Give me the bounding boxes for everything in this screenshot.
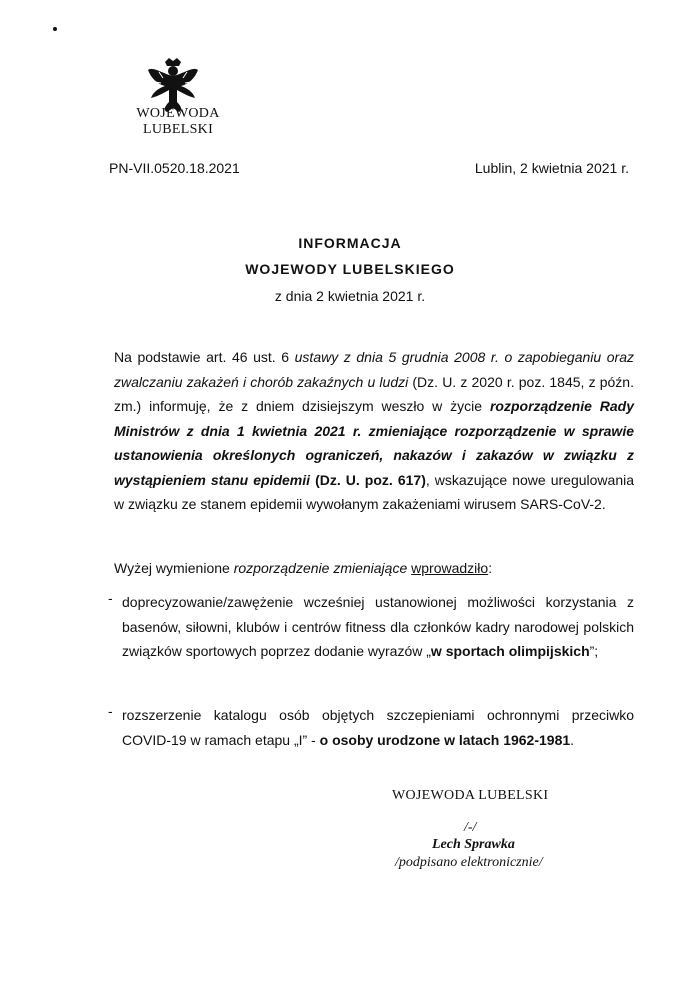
list-item: rozszerzenie katalogu osób objętych szczepieniami ochronnymi przeciwko COVID-19 w ramach etapu „I” - o osoby urodzone w latach 1962-1981. [122, 707, 634, 748]
document-subtitle: WOJEWODY LUBELSKIEGO [245, 261, 455, 277]
body-paragraph-1: Na podstawie art. 46 ust. 6 ustawy z dnia 5 grudnia 2008 r. o zapobieganiu oraz zwalczaniu zakażeń i chorób zakaźnych u ludzi (Dz. U. z 2020 r. poz. 1845, z późn. zm.) informuję, że z dniem dzisiejszym weszło w życie rozporządzenie Rady Ministrów z dnia 1 kwietnia 2021 r. zmieniające rozporządzenie w sprawie ustanowienia określonych ograniczeń, nakazów i zakazów w związku z wystąpieniem stanu epidemii (Dz. U. poz. 617), wskazujące nowe uregulowania w związku ze stanem epidemii wywołanym zakażeniami wirusem SARS-CoV-2. [114, 349, 634, 512]
list-item: doprecyzowanie/zawężenie wcześniej ustanowionej możliwości korzystania z basenów, siłowni, klubów i centrów fitness dla członków kadry narodowej polskich związków sportowych poprzez dodanie wyrazów „w sportach olimpijskich”; [122, 594, 634, 659]
bullet-marker: - [108, 703, 113, 719]
signature-mark: /-/ [464, 820, 477, 835]
scan-dot [53, 27, 57, 31]
signatory-authority: WOJEWODA LUBELSKI [392, 788, 549, 803]
place-and-date: Lublin, 2 kwietnia 2021 r. [474, 160, 629, 176]
act-reference: ustawy z dnia 5 grudnia 2008 r. o zapobieganiu oraz zwalczaniu zakażeń i chorób zakaźnych u ludzi [114, 349, 634, 390]
document-title: INFORMACJA [298, 235, 402, 251]
signature-note: /podpisano elektronicznie/ [395, 855, 543, 870]
bullet-marker: - [108, 590, 113, 606]
journal-reference: (Dz. U. poz. 617) [310, 471, 426, 488]
signatory-name: Lech Sprawka [432, 837, 515, 852]
document-signature-number: PN-VII.0520.18.2021 [109, 160, 240, 176]
regulation-reference: rozporządzenie Rady Ministrów z dnia 1 kwietnia 2021 r. zmieniające rozporządzenie w sprawie ustanowienia określonych ograniczeń, nakazów i zakazów w związku z wystąpieniem stanu epidemii [114, 398, 634, 488]
document-date: z dnia 2 kwietnia 2021 r. [274, 288, 426, 304]
issuer-authority: WOJEWODA LUBELSKI [136, 106, 220, 137]
body-paragraph-2: Wyżej wymienione rozporządzenie zmieniające wprowadziło: [114, 560, 493, 576]
